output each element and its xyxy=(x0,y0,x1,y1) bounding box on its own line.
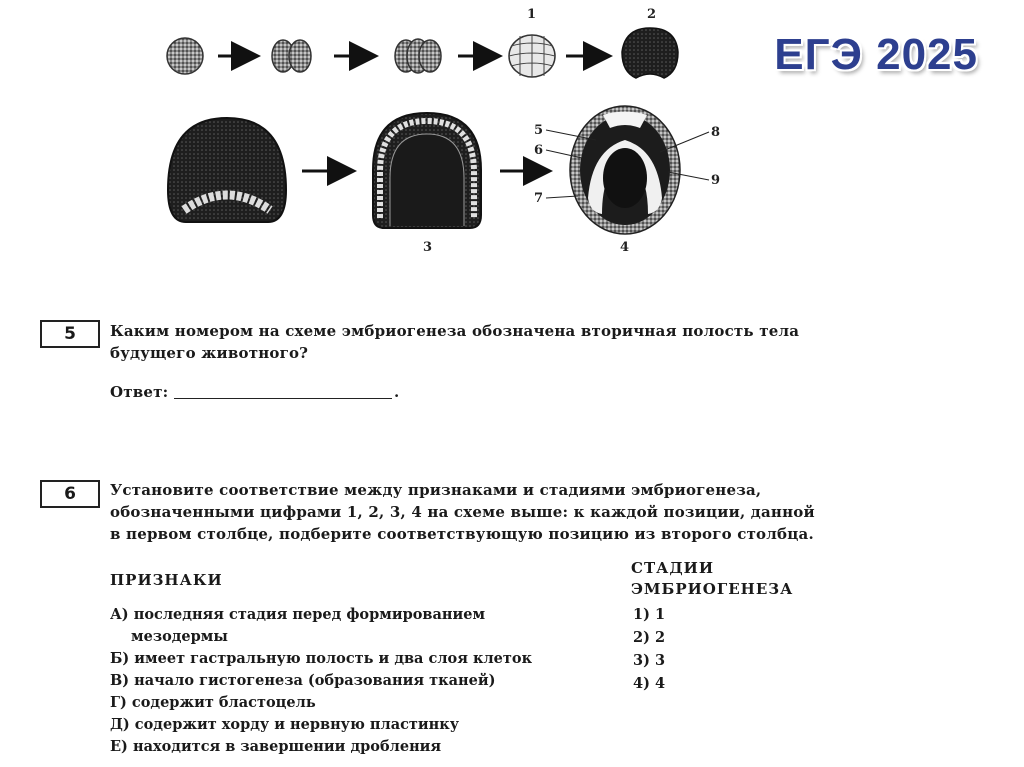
features-header: ПРИЗНАКИ xyxy=(110,571,223,589)
label-4: 4 xyxy=(620,240,630,255)
blastula-drawing xyxy=(622,28,678,78)
exam-badge: ЕГЭ 2025 xyxy=(774,30,978,79)
label-5: 5 xyxy=(534,123,544,138)
label-3: 3 xyxy=(423,240,433,255)
stage-1: 1) 1 xyxy=(633,606,666,623)
question-5-text-line2: будущего животного? xyxy=(110,344,309,362)
question-6-text-line2: обозначенными цифрами 1, 2, 3, 4 на схеме выше: к каждой позиции, данной xyxy=(110,503,815,521)
label-1: 1 xyxy=(527,7,537,22)
feature-v: В) начало гистогенеза (образования тканей) xyxy=(110,672,496,689)
stages-header-line2: ЭМБРИОГЕНЕЗА xyxy=(631,580,794,598)
label-9: 9 xyxy=(711,173,721,188)
feature-e: Е) находится в завершении дробления xyxy=(110,738,442,755)
stage-2: 2) 2 xyxy=(633,629,666,646)
label-6: 6 xyxy=(534,143,544,158)
gastrula-drawing xyxy=(373,113,481,228)
four-cell-drawing xyxy=(395,39,441,73)
neurula-drawing xyxy=(570,106,680,234)
answer-period: . xyxy=(394,383,400,401)
question-6-text-line3: в первом столбце, подберите соответствующую позицию из второго столбца. xyxy=(110,525,814,543)
label-8: 8 xyxy=(711,125,721,140)
answer-label: Ответ: xyxy=(110,383,169,401)
stages-header-line1: СТАДИИ xyxy=(631,559,714,577)
answer-input-line[interactable] xyxy=(174,398,392,399)
label-7: 7 xyxy=(534,191,544,206)
pointer-7 xyxy=(546,196,578,198)
feature-a-line2: мезодермы xyxy=(131,628,228,645)
morula-drawing xyxy=(509,35,555,77)
question-5-text-line1: Каким номером на схеме эмбриогенеза обозначена вторичная полость тела xyxy=(110,322,800,340)
label-2: 2 xyxy=(647,7,657,22)
feature-d: Д) содержит хорду и нервную пластинку xyxy=(110,716,460,733)
question-5-number: 5 xyxy=(40,320,100,348)
question-6-text-line1: Установите соответствие между признаками и стадиями эмбриогенеза, xyxy=(110,481,762,499)
early-gastrula-drawing xyxy=(168,118,286,222)
feature-a-line1: А) последняя стадия перед формированием xyxy=(110,606,486,623)
zygote-drawing xyxy=(167,38,203,74)
feature-b: Б) имеет гастральную полость и два слоя клеток xyxy=(110,650,533,667)
question-6-number: 6 xyxy=(40,480,100,508)
two-cell-drawing xyxy=(272,40,311,72)
stage-3: 3) 3 xyxy=(633,652,666,669)
feature-g: Г) содержит бластоцель xyxy=(110,694,316,711)
stage-4: 4) 4 xyxy=(633,675,666,692)
